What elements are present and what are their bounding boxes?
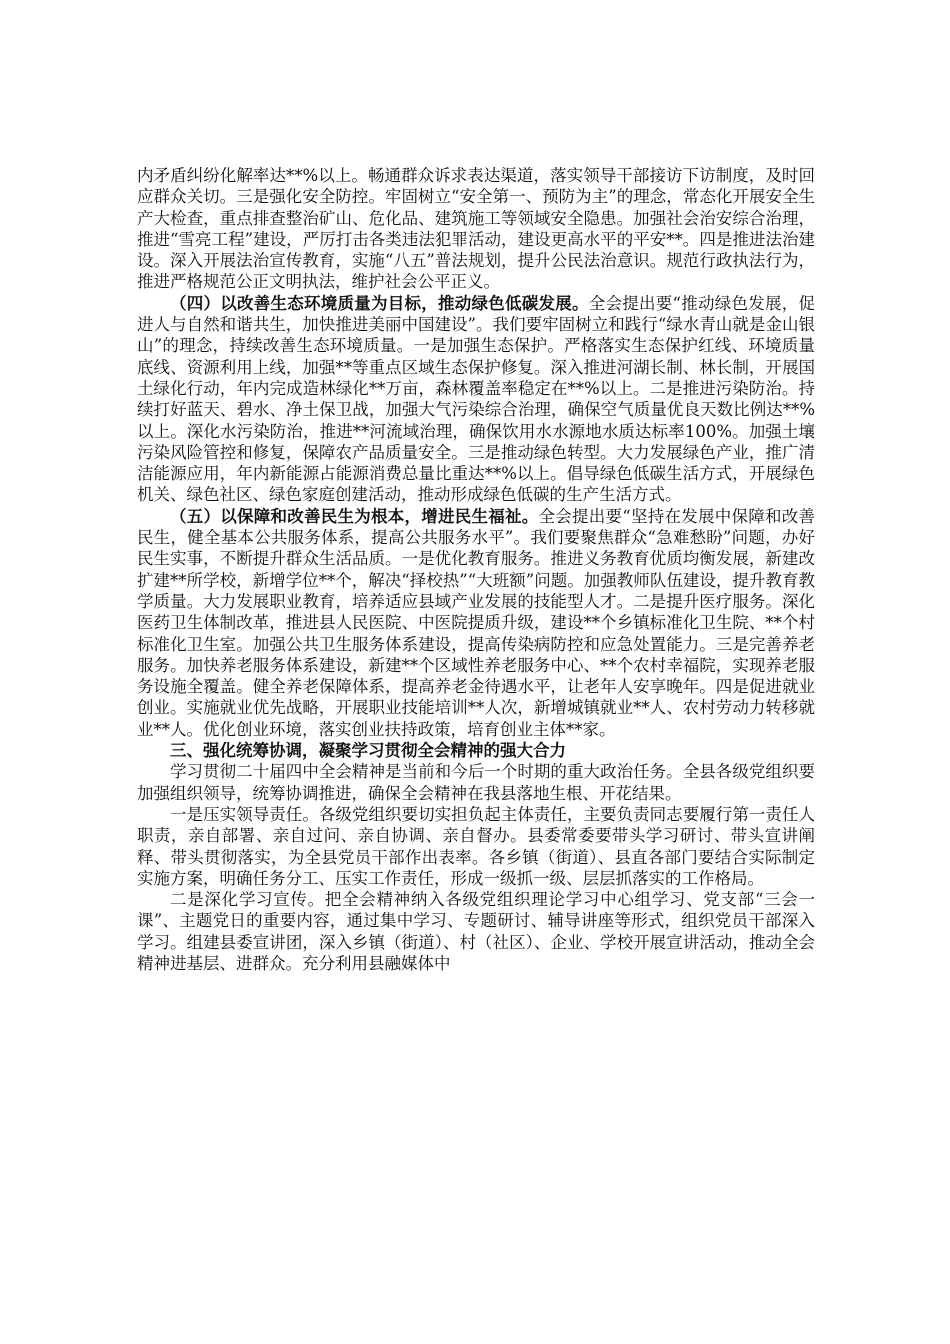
paragraph: 内矛盾纠纷化解率达**%以上。畅通群众诉求表达渠道，落实领导干部接访下访制度，及时回应群众关切。三是强化安全防控。牢固树立“安全第一、预防为主”的理念，常态化开展安全生产大检查，重点排查整治矿山、危化品、建筑施工等领域安全隐患。加强社会治安综合治理，推进“雪亮工程”建设，严厉打击各类违法犯罪活动，建设更高水平的平安**。四是推进法治建设。深入开展法治宣传教育，实施“八五”普法规划，提升公民法治意识。规范行政执法行为，推进严格规范公正文明执法，维护社会公平正义。 — [137, 166, 815, 292]
chapter-heading: 三、强化统筹协调，凝聚学习贯彻全会精神的强大合力 — [170, 741, 566, 761]
paragraph: 一是压实领导责任。各级党组织要切实担负起主体责任，主要负责同志要履行第一责任人职责，亲自部署、亲自过问、亲自协调、亲自督办。县委常委要带头学习研讨、带头宣讲阐释、带头贯彻落实，为全县党员干部作出表率。各乡镇（街道）、县直各部门要结合实际制定实施方案，明确任务分工、压实工作责任，形成一级抓一级、层层抓落实的工作格局。 — [137, 804, 815, 888]
paragraph-body: 全会提出要“坚持在发展中保障和改善民生，健全基本公共服务体系，提高公共服务水平”。我们要聚焦群众“急难愁盼”问题，办好民生实事，不断提升群众生活品质。一是优化教育服务。推进义务教育优质均衡发展，新建改扩建**所学校，新增学位**个，解决“择校热”“大班额”问题。加强教师队伍建设，提升教育教学质量。大力发展职业教育，培养适应县域产业发展的技能型人才。二是提升医疗服务。深化医药卫生体制改革，推进县人民医院、中医院提质升级，建设**个乡镇标准化卫生院、**个村标准化卫生室。加强公共卫生服务体系建设，提高传染病防控和应急处置能力。三是完善养老服务。加快养老服务体系建设，新建**个区域性养老服务中心、**个农村幸福院，实现养老服务设施全覆盖。健全养老保障体系，提高养老金待遇水平，让老年人安享晚年。四是促进就业创业。实施就业优先战略，开展职业技能培训**人次，新增城镇就业**人、农村劳动力转移就业**人。优化创业环境，落实创业扶持政策，培育创业主体**家。 — [137, 506, 816, 739]
paragraph-body: 全会提出要“推动绿色发展，促进人与自然和谐共生，加快推进美丽中国建设”。我们要牢固树立和践行“绿水青山就是金山银山”的理念，持续改善生态环境质量。一是加强生态保护。严格落实生态保护红线、环境质量底线、资源利用上线，加强**等重点区域生态保护修复。深入推进河湖长制、林长制，开展国土绿化行动，年内完成造林绿化**万亩，森林覆盖率稳定在**%以上。二是推进污染防治。持续打好蓝天、碧水、净土保卫战，加强大气污染综合治理，确保空气质量优良天数比例达**%以上。深化水污染防治，推进**河流域治理，确保饮用水水源地水质达标率100%。加强土壤污染风险管控和修复，保障农产品质量安全。三是推动绿色转型。大力发展绿色产业，推广清洁能源应用，年内新能源占能源消费总量比重达**%以上。倡导绿色低碳生活方式，开展绿色机关、绿色社区、绿色家庭创建活动，推动形成绿色低碳的生产生活方式。 — [137, 293, 816, 505]
section-heading: （四）以改善生态环境质量为目标，推动绿色低碳发展。 — [170, 293, 589, 313]
paragraph — [137, 293, 815, 506]
document-page — [137, 165, 815, 974]
paragraph: 二是深化学习宣传。把全会精神纳入各级党组织理论学习中心组学习、党支部“三会一课”、主题党日的重要内容，通过集中学习、专题研讨、辅导讲座等形式，组织党员干部深入学习。组建县委宣讲团，深入乡镇（街道）、村（社区）、企业、学校开展宣讲活动，推动全会精神进基层、进群众。充分利用县融媒体中 — [137, 890, 815, 973]
paragraph — [137, 506, 815, 740]
section-heading: （五）以保障和改善民生为根本，增进民生福祉。 — [170, 506, 539, 526]
paragraph: 学习贯彻二十届四中全会精神是当前和今后一个时期的重大政治任务。全县各级党组织要加强组织领导，统筹协调推进，确保全会精神在我县落地生根、开花结果。 — [137, 762, 815, 803]
